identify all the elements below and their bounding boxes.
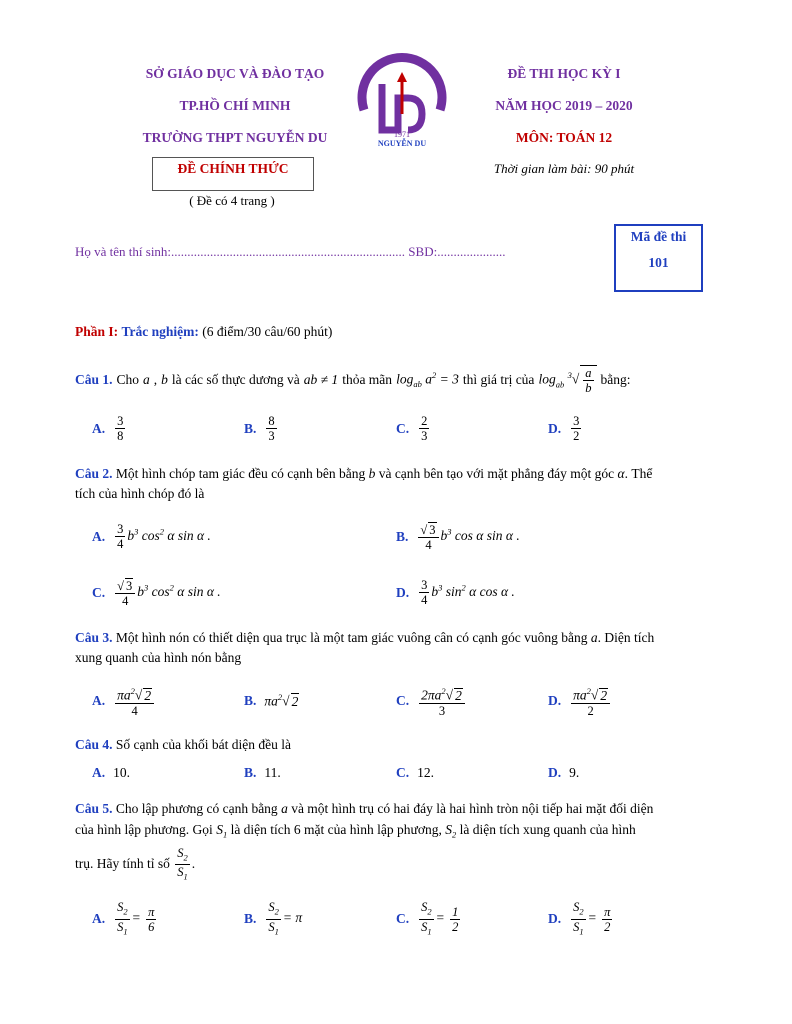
q3-option-a[interactable]: A. $\frac{\pi a^2√ 2}{4}$ <box>92 684 156 718</box>
subject: MÔN: TOÁN 12 <box>515 130 613 145</box>
part-label: Phần I: <box>75 324 119 339</box>
page-count: ( Đề có 4 trang ) <box>189 193 275 208</box>
school-logo <box>352 52 452 148</box>
school-year: NĂM HỌC 2019 – 2020 <box>495 98 633 113</box>
q5-option-b[interactable]: B. $\frac{S_2}{S_1}$ = π <box>244 900 303 936</box>
q1-text: Cho <box>116 372 140 387</box>
question-5: Câu 5. Cho lập phương có cạnh bằng a và một hình trụ có hai đáy là hai hình tròn nội tiếp hai mặt đối diện của hình lập phương. Gọi $S_1$ là diện tích 6 mặt của hình lập phương, $S_2$ là diện tích xung quanh của hình trụ. Hãy tính tỉ số $\frac{S_2}{S_1}$ . <box>75 801 654 882</box>
q2-option-b[interactable]: B. $\frac{√ 3}{4}$ $b^3$ cos α sin α . <box>396 523 520 552</box>
question-1: Câu 1. Cho a , b là các số thực dương và ab ≠ 1 thỏa mãn $\log_{ab} a^2 = 3$ thì giá trị của $\log_{ab} ^3√$ $\frac{a}{b}$ bằng: <box>75 366 631 395</box>
q1-option-b[interactable]: B. $\frac{8}{3}$ <box>244 414 275 443</box>
exam-code-value: 101 <box>648 255 669 270</box>
q3-option-c[interactable]: C. $\frac{2\pi a^2√ 2}{3}$ <box>396 684 467 718</box>
student-info-line: Họ và tên thí sinh:........................................................................ SBD:..................... <box>75 244 506 259</box>
q4-option-d[interactable]: D. 9. <box>548 765 580 780</box>
logo-year: 1971 <box>394 130 410 139</box>
q5-option-c[interactable]: C. $\frac{S_2}{S_1}$ = $\frac{1}{2}$ <box>396 900 459 936</box>
q4-option-a[interactable]: A. 10. <box>92 765 130 780</box>
q1-text: thỏa mãn <box>342 372 393 387</box>
q1-label: Câu 1. <box>75 372 113 387</box>
part-name: Trắc nghiệm: <box>121 324 199 339</box>
exam-code-box <box>614 224 703 292</box>
q1-text: thì giá trị của <box>462 372 535 387</box>
q2-option-c[interactable]: C. $\frac{√ 3}{4}$ $b^3$ $\cos^2 \alpha$ sin α . <box>92 579 221 608</box>
exam-title: ĐỀ THI HỌC KỲ I <box>507 66 621 81</box>
q1-text: bằng: <box>600 372 631 387</box>
exam-code-label: Mã đề thi <box>630 229 687 244</box>
question-2: Câu 2. Một hình chóp tam giác đều có cạnh bên bằng b và cạnh bên tạo với mặt phẳng đáy một góc α. Thể tích của hình chóp đó là <box>75 466 653 501</box>
question-3: Câu 3. Một hình nón có thiết diện qua trục là một tam giác vuông cân có cạnh góc vuông bằng a. Diện tích xung quanh của hình nón bằng <box>75 630 655 665</box>
official-badge: ĐỀ CHÍNH THỨC <box>152 157 314 191</box>
time-limit: Thời gian làm bài: 90 phút <box>493 161 635 176</box>
q3-option-b[interactable]: B. $\pi a^2√$ 2 <box>244 692 299 709</box>
dept-name: SỞ GIÁO DỤC VÀ ĐÀO TẠO <box>145 66 325 81</box>
city-name: TP.HỒ CHÍ MINH <box>179 98 291 113</box>
q5-option-d[interactable]: D. $\frac{S_2}{S_1}$ = $\frac{\pi}{2}$ <box>548 900 611 936</box>
logo-name: NGUYỄN DU <box>377 139 427 148</box>
question-4: Câu 4. Số cạnh của khối bát diện đều là <box>75 737 291 752</box>
q1-option-d[interactable]: D. $\frac{3}{2}$ <box>548 414 580 443</box>
school-name: TRƯỜNG THPT NGUYỄN DU <box>142 130 328 145</box>
q4-option-c[interactable]: C. 12. <box>396 765 434 780</box>
q2-option-a[interactable]: A. $\frac{3}{4}$ $b^3$ $\cos^2 \alpha$ sin α . <box>92 522 211 551</box>
q1-option-a[interactable]: A. $\frac{3}{8}$ <box>92 414 124 443</box>
q1-text: là các số thực dương và <box>171 372 300 387</box>
part-detail: (6 điểm/30 câu/60 phút) <box>202 324 333 339</box>
q5-option-a[interactable]: A. $\frac{S_2}{S_1}$ = $\frac{\pi}{6}$ <box>92 900 155 936</box>
q1-option-c[interactable]: C. $\frac{2}{3}$ <box>396 414 428 443</box>
q2-option-d[interactable]: D. $\frac{3}{4}$ $b^3$ $\sin^2 \alpha$ cos α . <box>396 578 515 607</box>
q4-option-b[interactable]: B. 11. <box>244 765 281 780</box>
part-title <box>75 322 332 342</box>
q3-option-d[interactable]: D. $\frac{\pi a^2√ 2}{2}$ <box>548 684 612 718</box>
